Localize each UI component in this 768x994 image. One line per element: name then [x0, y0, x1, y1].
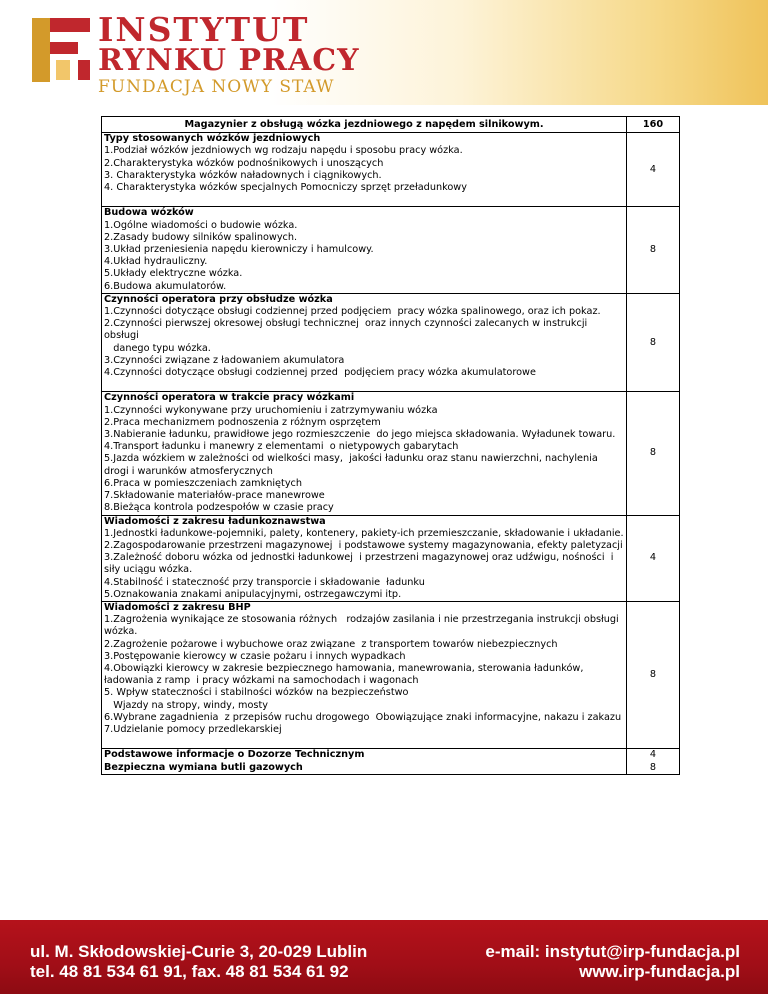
hours-value: 4 [649, 749, 657, 761]
section-item: 5.Jazda wózkiem w zależności od wielkości masy, jakości ładunku oraz stanu nawierzchni, nachylenia drogi i warunków atmosferycznych [104, 453, 604, 477]
row-content [102, 133, 627, 207]
section-item: 1.Ogólne wiadomości o budowie wózka. [104, 219, 298, 231]
table-row [102, 515, 680, 601]
section-item: 4.Układ hydrauliczny. [104, 256, 208, 268]
section-item: Wjazdy na stropy, windy, mosty [104, 699, 268, 711]
section-item: 3.Nabieranie ładunku, prawidłowe jego rozmieszczenie do jego miejsca składowania. Wyładunek towaru. [104, 429, 616, 441]
section-item: 6.Praca w pomieszczeniach zamkniętych [104, 477, 303, 489]
row-content [102, 207, 627, 293]
section-item: 5. Wpływ stateczności i stabilności wózków na bezpieczeństwo [104, 687, 409, 699]
page-header [0, 0, 768, 105]
section-item: 3.Zależność doboru wózka od jednostki ładunkowej i przestrzeni magazynowej oraz udźwigu, nośności i siły uciągu wózka. [104, 552, 617, 576]
table-row [102, 293, 680, 392]
section-item [104, 194, 624, 206]
row-content [102, 515, 627, 601]
hours-value: 8 [649, 244, 657, 256]
hours-value: 4 [649, 163, 657, 175]
section-item [104, 736, 624, 748]
section-item: 7.Składowanie materiałów-prace manewrowe [104, 490, 325, 502]
logo-text-fundacja: FUNDACJA NOWY STAW [98, 77, 335, 97]
section-item: 1.Jednostki ładunkowe-pojemniki, palety, kontenery, pakiety-ich przemieszczanie, składowanie i układanie. [104, 527, 624, 539]
section-item: 4.Stabilność i stateczność przy transporcie i składowanie ładunku [104, 576, 425, 588]
row-hours [627, 515, 680, 601]
section-item: 6.Budowa akumulatorów. [104, 280, 227, 292]
row-hours [627, 749, 680, 774]
section-item: 4. Charakterystyka wózków specjalnych Pomocniczy sprzęt przeładunkowy [104, 182, 467, 194]
footer-website[interactable]: www.irp-fundacja.pl [579, 962, 740, 981]
section-item: 3.Postępowanie kierowcy w czasie pożaru i innych wypadkach [104, 650, 406, 662]
section-item: 3. Charakterystyka wózków naładownych i ciągnikowych. [104, 169, 382, 181]
table-row [102, 133, 680, 207]
table-row [102, 207, 680, 293]
row-hours [627, 392, 680, 515]
row-hours [627, 207, 680, 293]
section-item: 2.Zagospodarowanie przestrzeni magazynowej i podstawowe systemy magazynowania, efekty paletyzacji [104, 539, 623, 551]
section-item: 1.Czynności dotyczące obsługi codziennej przed podjęciem pracy wózka spalinowego, oraz ich pokaz. [104, 306, 601, 318]
logo-text-rynku-pracy: RYNKU PRACY [98, 43, 360, 78]
row-hours [627, 133, 680, 207]
section-item: 2.Zasady budowy silników spalinowych. [104, 231, 298, 243]
section-heading: Podstawowe informacje o Dozorze Technicznym [104, 749, 365, 761]
course-title: Magazynier z obsługą wózka jezdniowego z napędem silnikowym. [102, 117, 627, 133]
section-heading: Bezpieczna wymiana butli gazowych [104, 761, 303, 773]
section-item: 4.Czynności dotyczące obsługi codziennej przed podjęciem pracy wózka akumulatorowe [104, 367, 536, 379]
section-heading: Czynności operatora w trakcie pracy wózkami [104, 392, 355, 404]
hours-value: 8 [649, 336, 657, 348]
table-title-row [102, 117, 680, 133]
row-hours [627, 293, 680, 392]
section-item: 1.Zagrożenia wynikające ze stosowania różnych rodzajów zasilania i nie przestrzegania instrukcji obsługi wózka. [104, 614, 622, 638]
institute-logo-icon [26, 14, 98, 86]
logo-text-instytut: INSTYTUT [98, 10, 310, 49]
section-item: 7.Udzielanie pomocy przedlekarskiej [104, 723, 282, 735]
hours-value: 8 [649, 447, 657, 459]
section-item: 1.Podział wózków jezdniowych wg rodzaju napędu i sposobu pracy wózka. [104, 145, 463, 157]
footer-phone: tel. 48 81 534 61 91, fax. 48 81 534 61 92 [30, 962, 349, 981]
section-item: 2.Charakterystyka wózków podnośnikowych i unoszących [104, 157, 384, 169]
table-row [102, 392, 680, 515]
footer-contact [30, 942, 367, 982]
section-item: 4.Obowiązki kierowcy w zakresie bezpiecznego hamowania, manewrowania, sterowania ładunków, ładowania z ramp i pracy wózkami na samochodach i wagonach [104, 662, 587, 687]
row-content [102, 749, 627, 774]
section-item: 5.Oznakowania znakami anipulacyjnymi, ostrzegawczymi itp. [104, 588, 402, 600]
syllabus-rows [102, 133, 680, 775]
page-footer [0, 920, 768, 994]
section-item: 3.Czynności związane z ładowaniem akumulatora [104, 354, 345, 366]
table-row [102, 601, 680, 748]
section-item: 8.Bieżąca kontrola podzespołów w czasie pracy [104, 502, 334, 514]
footer-address: ul. M. Skłodowskiej-Curie 3, 20-029 Lublin [30, 942, 368, 961]
hours-value: 4 [649, 552, 657, 564]
row-content [102, 601, 627, 748]
section-item: 4.Transport ładunku i manewry z elementami o nietypowych gabarytach [104, 441, 459, 453]
footer-online [485, 942, 740, 982]
section-item: 1.Czynności wykonywane przy uruchomieniu i zatrzymywaniu wózka [104, 404, 438, 416]
section-heading: Wiadomości z zakresu ładunkoznawstwa [104, 515, 326, 527]
section-heading: Wiadomości z zakresu BHP [104, 601, 251, 613]
hours-value: 8 [649, 761, 657, 773]
section-item: 2.Czynności pierwszej okresowej obsługi technicznej oraz innych czynności zalecanych w instrukcji obsługi [104, 318, 591, 342]
section-heading: Czynności operatora przy obsłudze wózka [104, 293, 333, 305]
section-item: danego typu wózka. [104, 342, 211, 354]
section-item: 2.Zagrożenie pożarowe i wybuchowe oraz związane z transportem towarów niebezpiecznych [104, 638, 558, 650]
section-item: 3.Układ przeniesienia napędu kierowniczy i hamulcowy. [104, 244, 374, 256]
section-item: 2.Praca mechanizmem podnoszenia z różnym osprzętem [104, 416, 381, 428]
row-content [102, 293, 627, 392]
hours-value: 8 [649, 669, 657, 681]
section-item [104, 379, 624, 391]
row-content [102, 392, 627, 515]
section-heading: Typy stosowanych wózków jezdniowych [104, 133, 321, 145]
row-hours [627, 601, 680, 748]
footer-email[interactable]: e-mail: instytut@irp-fundacja.pl [485, 942, 740, 961]
section-item: 6.Wybrane zagadnienia z przepisów ruchu drogowego Obowiązujące znaki informacyjne, nakazu i zakazu [104, 711, 622, 723]
total-hours: 160 [627, 117, 680, 133]
section-heading: Budowa wózków [104, 207, 194, 219]
table-row [102, 749, 680, 774]
section-item: 5.Układy elektryczne wózka. [104, 268, 243, 280]
syllabus-table [101, 116, 680, 775]
